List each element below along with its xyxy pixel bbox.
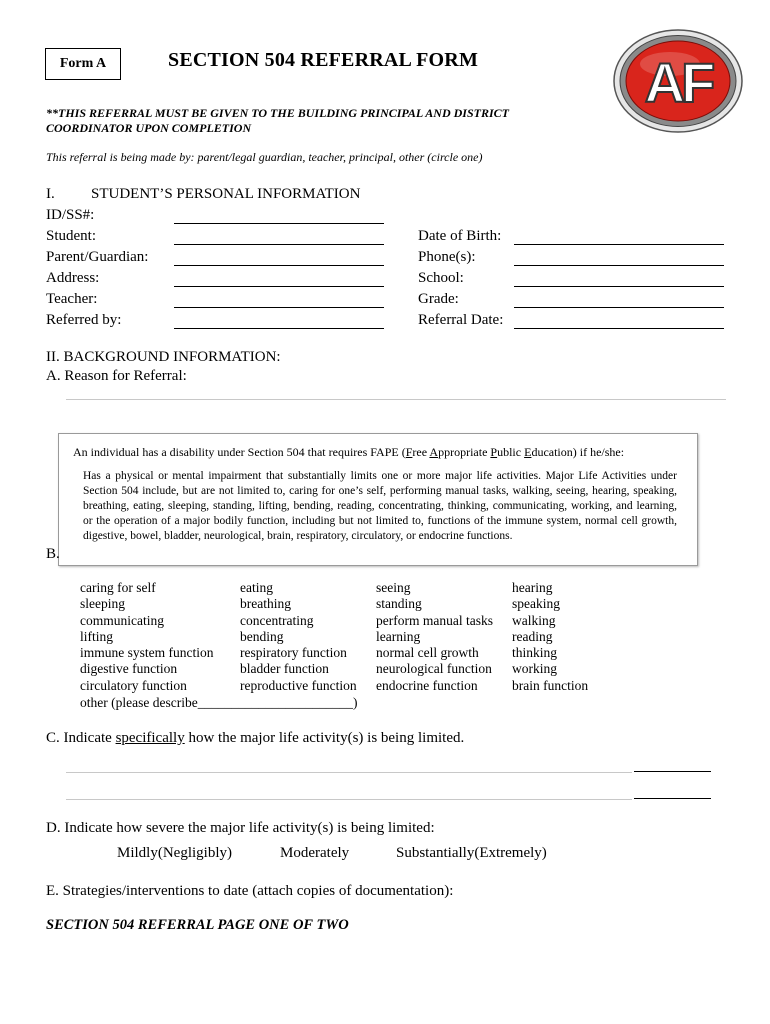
disability-definition-box <box>58 433 698 566</box>
field-label-id: ID/SS#: <box>46 207 95 223</box>
activity-item[interactable]: reproductive function <box>240 677 357 693</box>
field-label-referred-by: Referred by: <box>46 312 122 328</box>
activity-item[interactable]: normal cell growth <box>376 645 479 661</box>
limitation-line-1-end[interactable] <box>634 771 711 772</box>
school-field[interactable] <box>514 286 724 287</box>
activity-item[interactable]: perform manual tasks <box>376 612 493 628</box>
page-title: SECTION 504 REFERRAL FORM <box>168 49 479 71</box>
teacher-field[interactable] <box>174 307 384 308</box>
activity-item[interactable]: neurological function <box>376 661 492 677</box>
activity-item[interactable]: digestive function <box>80 661 178 677</box>
activity-item[interactable]: immune system function <box>80 645 214 661</box>
section-d-label: D. Indicate how severe the major life activity(s) is being limited: <box>46 820 435 836</box>
student-field[interactable] <box>174 244 384 245</box>
activity-item[interactable]: caring for self <box>80 580 156 595</box>
section-c-label: C. Indicate specifically how the major life activity(s) is being limited. <box>46 730 465 746</box>
grade-field[interactable] <box>514 307 724 308</box>
limitation-line-1[interactable] <box>66 772 632 773</box>
field-label-school: School: <box>418 270 464 286</box>
definition-intro: An individual has a disability under Section 504 that requires FAPE (Free Appropriate Public Education) if he/she: <box>73 445 625 459</box>
reason-field[interactable] <box>66 399 726 400</box>
activity-item[interactable]: eating <box>240 580 273 595</box>
section1-title: STUDENT’S PERSONAL INFORMATION <box>91 186 361 202</box>
activity-item[interactable]: walking <box>512 612 556 628</box>
activities-col-3 <box>376 580 493 694</box>
activity-item[interactable]: seeing <box>376 580 411 595</box>
made-by-text: This referral is being made by: parent/legal guardian, teacher, principal, other (circle one) <box>46 150 483 164</box>
activity-item[interactable]: speaking <box>512 596 560 612</box>
activities-col-4 <box>512 580 588 694</box>
activity-item[interactable]: communicating <box>80 612 164 628</box>
referral-date-field[interactable] <box>514 328 724 329</box>
field-label-address: Address: <box>46 270 100 286</box>
form-label: Form A <box>59 56 107 71</box>
form-label-box <box>45 48 121 80</box>
severity-substantial[interactable]: Substantially(Extremely) <box>396 845 547 861</box>
activity-item[interactable]: bending <box>240 628 284 644</box>
other-activity-field[interactable]: other (please describe_______________________) <box>80 695 358 710</box>
field-label-student: Student: <box>46 228 97 244</box>
referred-by-field[interactable] <box>174 328 384 329</box>
field-label-referral-date: Referral Date: <box>418 312 504 328</box>
field-label-dob: Date of Birth: <box>418 228 502 244</box>
school-logo <box>612 28 744 134</box>
field-label-parent: Parent/Guardian: <box>46 249 149 265</box>
severity-mild[interactable]: Mildly(Negligibly) <box>117 845 232 861</box>
activity-item[interactable]: brain function <box>512 677 589 693</box>
notice-text: **THIS REFERRAL MUST BE GIVEN TO THE BUILDING PRINCIPAL AND DISTRICT COORDINATOR UPON COMPLETION <box>46 106 509 135</box>
limitation-line-2[interactable] <box>66 799 632 800</box>
activity-item[interactable]: reading <box>512 628 553 644</box>
section2-heading: II. BACKGROUND INFORMATION: <box>46 349 281 365</box>
activity-item[interactable]: circulatory function <box>80 677 187 693</box>
section1-heading <box>46 186 360 203</box>
activity-item[interactable]: endocrine function <box>376 677 478 693</box>
reason-label: A. Reason for Referral: <box>46 368 187 384</box>
parent-field[interactable] <box>174 265 384 266</box>
dob-field[interactable] <box>514 244 724 245</box>
activity-item[interactable]: learning <box>376 628 421 644</box>
field-label-grade: Grade: <box>418 291 459 307</box>
activity-item[interactable]: respiratory function <box>240 645 347 661</box>
activities-col-2 <box>240 580 357 694</box>
limitation-line-2-end[interactable] <box>634 798 711 799</box>
activity-item[interactable]: standing <box>376 596 422 612</box>
definition-body: Has a physical or mental impairment that substantially limits one or more major life activities. Major Life Activities under Section 504 include, but are not limited to, caring for one’s self, performing manual tasks, walking, seeing, hearing, speaking, breathing, eating, sleeping, standing, lifting, bending, reading, concentrating, thinking, communicating, working, and learning, or the operation of a major bodily function, including but not limited to, functions of the immune system, normal cell growth, digestive, bowel, bladder, neurological, brain, respiratory, circulatory, or endocrine functions. <box>83 470 677 542</box>
section-b-label: B. <box>46 546 60 562</box>
page-footer: SECTION 504 REFERRAL PAGE ONE OF TWO <box>46 917 349 933</box>
section-e-label: E. Strategies/interventions to date (attach copies of documentation): <box>46 883 454 899</box>
field-label-phone: Phone(s): <box>418 249 476 265</box>
activities-col-1 <box>80 580 213 694</box>
id-field[interactable] <box>174 223 384 224</box>
section1-number: I. <box>46 186 55 202</box>
activity-item[interactable]: concentrating <box>240 612 314 628</box>
activity-item[interactable]: hearing <box>512 580 553 595</box>
activity-item[interactable]: working <box>512 661 557 677</box>
address-field[interactable] <box>174 286 384 287</box>
field-label-teacher: Teacher: <box>46 291 98 307</box>
activity-item[interactable]: lifting <box>80 628 113 644</box>
activity-item[interactable]: breathing <box>240 596 291 612</box>
logo-lettering: AF <box>644 51 712 114</box>
activity-item[interactable]: thinking <box>512 645 558 661</box>
activity-item[interactable]: bladder function <box>240 661 329 677</box>
activity-item[interactable]: sleeping <box>80 596 125 612</box>
phone-field[interactable] <box>514 265 724 266</box>
severity-moderate[interactable]: Moderately <box>280 845 350 861</box>
